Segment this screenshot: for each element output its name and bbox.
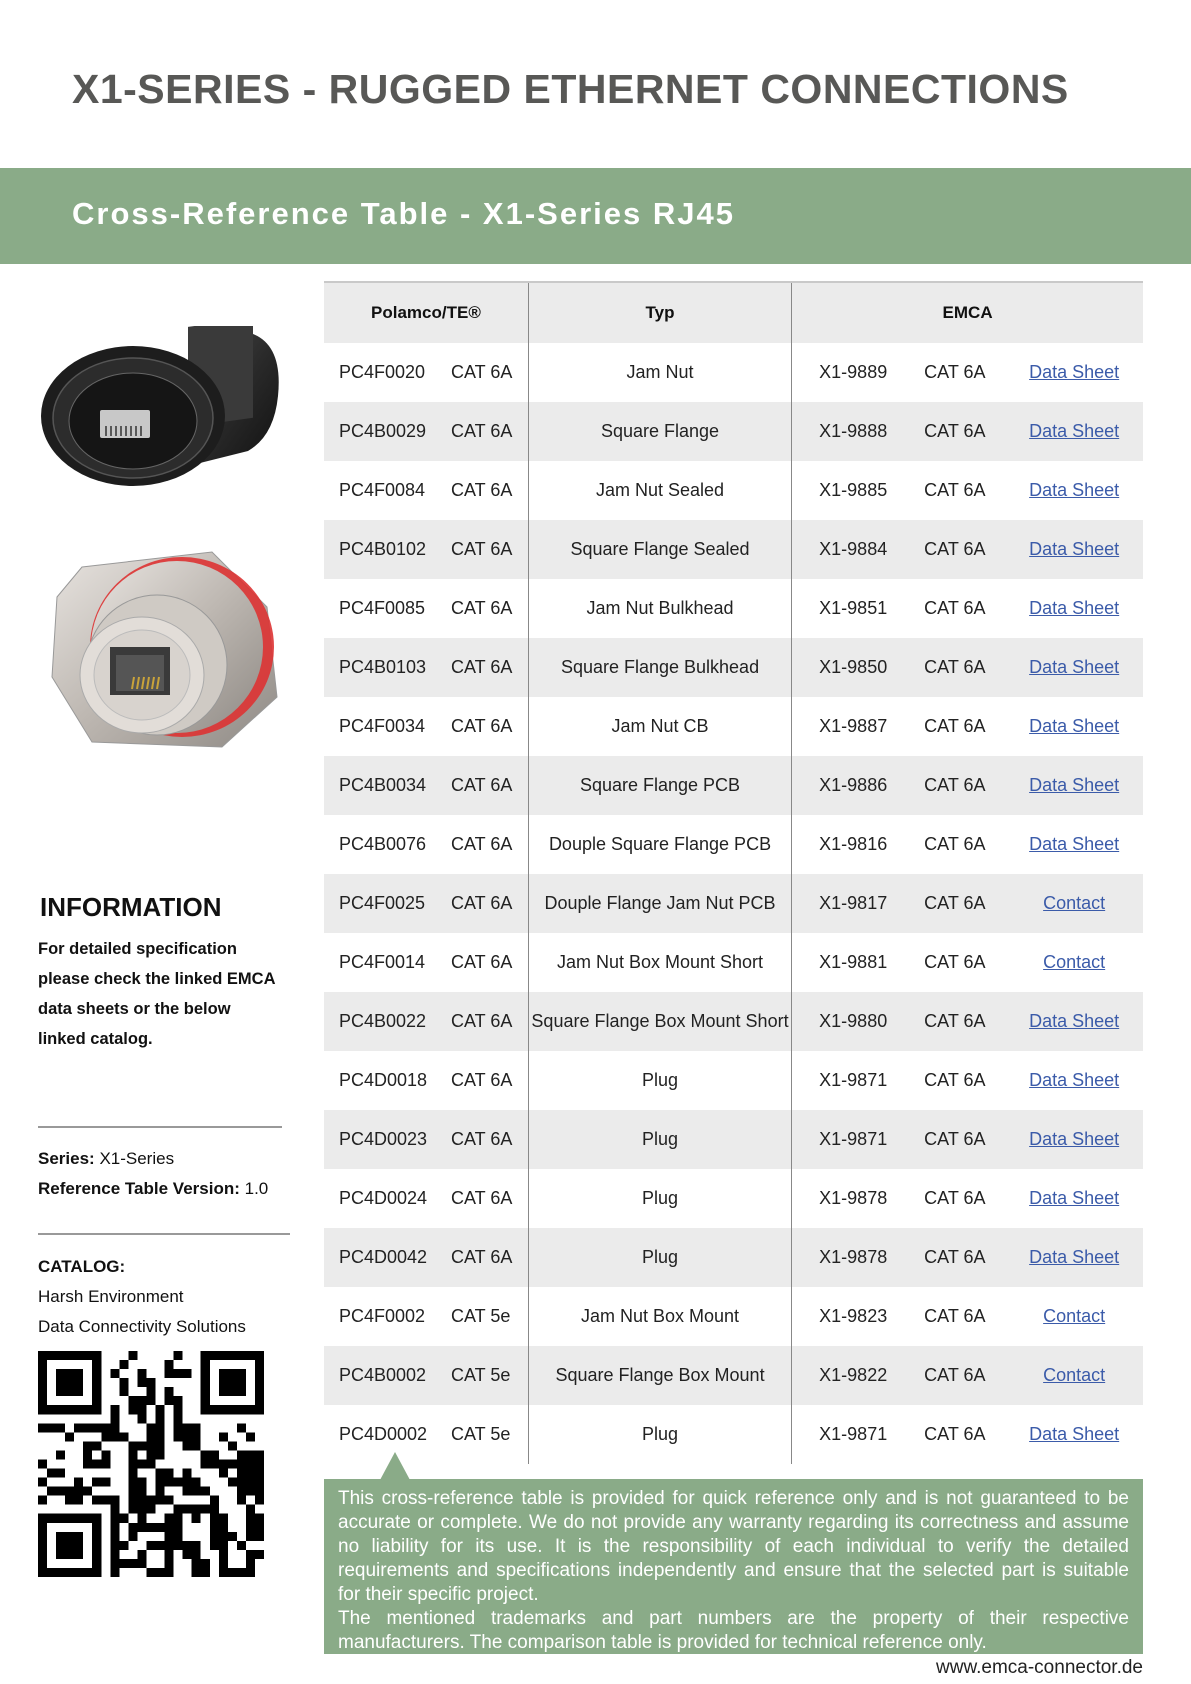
- emca-part-number: X1-9887: [819, 716, 888, 736]
- emca-cell: [792, 1405, 1143, 1464]
- type-cell: Square Flange Sealed: [528, 520, 791, 579]
- type-cell: Jam Nut Box Mount: [528, 1287, 791, 1346]
- emca-part-number: X1-9823: [819, 1306, 888, 1326]
- emca-cell: [792, 343, 1143, 402]
- emca-category: CAT 6A: [924, 1424, 986, 1444]
- table-row: [324, 1346, 1143, 1405]
- datasheet-link[interactable]: Data Sheet: [1029, 1011, 1120, 1031]
- emca-cell: [792, 992, 1143, 1051]
- table-row: [324, 933, 1143, 992]
- datasheet-link[interactable]: Data Sheet: [1029, 1188, 1120, 1208]
- emca-cell: [792, 1228, 1143, 1287]
- polamco-part-number: PC4B0103: [339, 657, 427, 677]
- datasheet-link[interactable]: Data Sheet: [1029, 657, 1120, 677]
- divider: [38, 1233, 290, 1235]
- emca-cell: [792, 697, 1143, 756]
- catalog-info: [38, 1252, 246, 1342]
- catalog-line-1: Harsh Environment: [38, 1287, 184, 1306]
- emca-cell: [792, 1169, 1143, 1228]
- polamco-category: CAT 6A: [451, 893, 513, 913]
- polamco-part-number: PC4F0084: [339, 480, 426, 500]
- information-text: For detailed specification please check the linked EMCA data sheets or the below linked catalog.: [38, 940, 275, 1048]
- polamco-cell: [324, 756, 528, 815]
- emca-category: CAT 6A: [924, 480, 986, 500]
- emca-cell: [792, 1346, 1143, 1405]
- emca-category: CAT 6A: [924, 1129, 986, 1149]
- table-row: [324, 402, 1143, 461]
- polamco-category: CAT 6A: [451, 598, 513, 618]
- polamco-category: CAT 6A: [451, 421, 513, 441]
- emca-category: CAT 6A: [924, 421, 986, 441]
- polamco-category: CAT 6A: [451, 716, 513, 736]
- disclaimer-paragraph-1: This cross-reference table is provided for quick reference only and is not guaranteed to be accurate or complete. We do not provide any warranty regarding its correctness and assume no liability for its use. It is the responsibility of each individual to verify the detailed requirements and specifications independently and ensure that the selected part is suitable for their specific project.: [338, 1488, 1129, 1605]
- type-cell: Jam Nut: [528, 343, 791, 402]
- polamco-category: CAT 6A: [451, 1247, 513, 1267]
- emca-category: CAT 6A: [924, 1188, 986, 1208]
- emca-cell: [792, 461, 1143, 520]
- datasheet-link[interactable]: Contact: [1043, 1365, 1106, 1385]
- polamco-cell: [324, 1228, 528, 1287]
- polamco-category: CAT 6A: [451, 539, 513, 559]
- callout-pointer: [380, 1452, 410, 1480]
- emca-part-number: X1-9816: [819, 834, 888, 854]
- type-cell: Jam Nut Bulkhead: [528, 579, 791, 638]
- datasheet-link[interactable]: Data Sheet: [1029, 1129, 1120, 1149]
- emca-cell: [792, 1051, 1143, 1110]
- emca-part-number: X1-9871: [819, 1424, 888, 1444]
- disclaimer-paragraph-2: The mentioned trademarks and part numbers are the property of their respective manufacturers. The comparison table is provided for technical reference only.: [338, 1608, 1129, 1653]
- emca-category: CAT 6A: [924, 598, 986, 618]
- table-row: [324, 579, 1143, 638]
- website-url[interactable]: www.emca-connector.de: [936, 1657, 1143, 1678]
- emca-category: CAT 6A: [924, 952, 986, 972]
- emca-part-number: X1-9871: [819, 1070, 888, 1090]
- type-cell: Plug: [528, 1169, 791, 1228]
- polamco-cell: [324, 579, 528, 638]
- polamco-part-number: PC4B0029: [339, 421, 427, 441]
- polamco-cell: [324, 402, 528, 461]
- table-row: [324, 1287, 1143, 1346]
- polamco-part-number: PC4D0002: [339, 1424, 428, 1444]
- emca-part-number: X1-9878: [819, 1247, 888, 1267]
- type-cell: Square Flange PCB: [528, 756, 791, 815]
- series-value: X1-Series: [99, 1149, 175, 1168]
- type-cell: Jam Nut Sealed: [528, 461, 791, 520]
- datasheet-link[interactable]: Data Sheet: [1029, 539, 1120, 559]
- datasheet-link[interactable]: Contact: [1043, 952, 1106, 972]
- emca-cell: [792, 579, 1143, 638]
- emca-category: CAT 6A: [924, 362, 986, 382]
- polamco-part-number: PC4B0102: [339, 539, 427, 559]
- datasheet-link[interactable]: Data Sheet: [1029, 421, 1120, 441]
- type-cell: Jam Nut Box Mount Short: [528, 933, 791, 992]
- section-title: Cross-Reference Table - X1-Series RJ45: [72, 196, 735, 231]
- emca-category: CAT 6A: [924, 834, 986, 854]
- series-label: Series:: [38, 1149, 95, 1168]
- emca-part-number: X1-9888: [819, 421, 888, 441]
- table-row: [324, 756, 1143, 815]
- polamco-category: CAT 5e: [451, 1306, 511, 1326]
- emca-cell: [792, 520, 1143, 579]
- type-cell: Square Flange Box Mount Short: [528, 992, 791, 1051]
- polamco-part-number: PC4F0020: [339, 362, 426, 382]
- table-header-row: [324, 282, 1143, 343]
- polamco-category: CAT 6A: [451, 480, 513, 500]
- type-cell: Douple Square Flange PCB: [528, 815, 791, 874]
- table-row: [324, 992, 1143, 1051]
- emca-category: CAT 6A: [924, 539, 986, 559]
- type-cell: Square Flange: [528, 402, 791, 461]
- table-row: [324, 874, 1143, 933]
- datasheet-link[interactable]: Data Sheet: [1029, 834, 1120, 854]
- header-polamco: Polamco/TE®: [324, 282, 528, 343]
- polamco-category: CAT 6A: [451, 362, 513, 382]
- disclaimer-box: [324, 1479, 1143, 1654]
- emca-category: CAT 6A: [924, 1070, 986, 1090]
- type-cell: Plug: [528, 1228, 791, 1287]
- table-row: [324, 343, 1143, 402]
- emca-part-number: X1-9884: [819, 539, 888, 559]
- emca-part-number: X1-9850: [819, 657, 888, 677]
- polamco-cell: [324, 1405, 528, 1464]
- table-row: [324, 697, 1143, 756]
- table-row: [324, 638, 1143, 697]
- polamco-part-number: PC4D0023: [339, 1129, 428, 1149]
- emca-category: CAT 6A: [924, 893, 986, 913]
- polamco-category: CAT 6A: [451, 1070, 513, 1090]
- emca-category: CAT 6A: [924, 775, 986, 795]
- polamco-part-number: PC4F0025: [339, 893, 426, 913]
- section-band: [0, 168, 1191, 264]
- emca-cell: [792, 638, 1143, 697]
- table-row: [324, 461, 1143, 520]
- polamco-cell: [324, 933, 528, 992]
- emca-category: CAT 6A: [924, 1365, 986, 1385]
- emca-part-number: X1-9889: [819, 362, 888, 382]
- header-emca: EMCA: [792, 282, 1143, 343]
- polamco-cell: [324, 1287, 528, 1346]
- emca-category: CAT 6A: [924, 716, 986, 736]
- emca-category: CAT 6A: [924, 657, 986, 677]
- table-row: [324, 1110, 1143, 1169]
- emca-cell: [792, 1110, 1143, 1169]
- type-cell: Jam Nut CB: [528, 697, 791, 756]
- emca-cell: [792, 1287, 1143, 1346]
- catalog-label: CATALOG:: [38, 1257, 126, 1276]
- emca-part-number: X1-9885: [819, 480, 888, 500]
- polamco-part-number: PC4D0042: [339, 1247, 428, 1267]
- table-row: [324, 1228, 1143, 1287]
- polamco-category: CAT 6A: [451, 1011, 513, 1031]
- emca-part-number: X1-9822: [819, 1365, 888, 1385]
- polamco-cell: [324, 874, 528, 933]
- polamco-part-number: PC4F0002: [339, 1306, 426, 1326]
- polamco-category: CAT 5e: [451, 1424, 511, 1444]
- polamco-cell: [324, 520, 528, 579]
- polamco-cell: [324, 1169, 528, 1228]
- emca-category: CAT 6A: [924, 1306, 986, 1326]
- polamco-category: CAT 6A: [451, 952, 513, 972]
- emca-cell: [792, 874, 1143, 933]
- version-label: Reference Table Version:: [38, 1179, 240, 1198]
- silver-square-flange-connector-image: [42, 547, 282, 752]
- polamco-category: CAT 6A: [451, 1129, 513, 1149]
- emca-part-number: X1-9886: [819, 775, 888, 795]
- polamco-part-number: PC4F0034: [339, 716, 426, 736]
- polamco-cell: [324, 1051, 528, 1110]
- polamco-category: CAT 6A: [451, 834, 513, 854]
- type-cell: Plug: [528, 1051, 791, 1110]
- polamco-cell: [324, 638, 528, 697]
- header-typ: Typ: [528, 282, 791, 343]
- datasheet-link[interactable]: Data Sheet: [1029, 716, 1120, 736]
- datasheet-link[interactable]: Data Sheet: [1029, 480, 1120, 500]
- polamco-part-number: PC4D0024: [339, 1188, 428, 1208]
- emca-part-number: X1-9880: [819, 1011, 888, 1031]
- series-info: [38, 1144, 268, 1204]
- table-row: [324, 1169, 1143, 1228]
- cross-reference-table: [324, 281, 1143, 1464]
- divider: [38, 1126, 282, 1128]
- polamco-cell: [324, 461, 528, 520]
- type-cell: Plug: [528, 1110, 791, 1169]
- emca-category: CAT 6A: [924, 1247, 986, 1267]
- datasheet-link[interactable]: Data Sheet: [1029, 1424, 1120, 1444]
- polamco-cell: [324, 992, 528, 1051]
- table-row: [324, 1405, 1143, 1464]
- polamco-part-number: PC4B0002: [339, 1365, 427, 1385]
- polamco-category: CAT 5e: [451, 1365, 511, 1385]
- datasheet-link[interactable]: Data Sheet: [1029, 598, 1120, 618]
- black-jam-nut-connector-image: [38, 326, 283, 491]
- polamco-category: CAT 6A: [451, 1188, 513, 1208]
- emca-part-number: X1-9851: [819, 598, 888, 618]
- polamco-part-number: PC4B0034: [339, 775, 427, 795]
- polamco-category: CAT 6A: [451, 657, 513, 677]
- polamco-cell: [324, 1346, 528, 1405]
- polamco-category: CAT 6A: [451, 775, 513, 795]
- emca-part-number: X1-9881: [819, 952, 888, 972]
- polamco-cell: [324, 343, 528, 402]
- polamco-cell: [324, 697, 528, 756]
- polamco-part-number: PC4F0085: [339, 598, 426, 618]
- emca-cell: [792, 402, 1143, 461]
- emca-category: CAT 6A: [924, 1011, 986, 1031]
- polamco-part-number: PC4F0014: [339, 952, 426, 972]
- information-heading: INFORMATION: [40, 892, 222, 922]
- page-title: X1-SERIES - RUGGED ETHERNET CONNECTIONS: [72, 66, 1069, 112]
- table-row: [324, 1051, 1143, 1110]
- emca-cell: [792, 933, 1143, 992]
- polamco-cell: [324, 1110, 528, 1169]
- datasheet-link[interactable]: Data Sheet: [1029, 362, 1120, 382]
- datasheet-link[interactable]: Data Sheet: [1029, 1070, 1120, 1090]
- polamco-part-number: PC4D0018: [339, 1070, 428, 1090]
- type-cell: Square Flange Box Mount: [528, 1346, 791, 1405]
- polamco-part-number: PC4B0076: [339, 834, 427, 854]
- type-cell: Plug: [528, 1405, 791, 1464]
- datasheet-link[interactable]: Data Sheet: [1029, 775, 1120, 795]
- emca-part-number: X1-9817: [819, 893, 888, 913]
- emca-cell: [792, 756, 1143, 815]
- datasheet-link[interactable]: Contact: [1043, 893, 1106, 913]
- table-row: [324, 815, 1143, 874]
- table-row: [324, 520, 1143, 579]
- qr-code-icon[interactable]: [38, 1351, 264, 1577]
- type-cell: Douple Flange Jam Nut PCB: [528, 874, 791, 933]
- emca-part-number: X1-9871: [819, 1129, 888, 1149]
- polamco-cell: [324, 815, 528, 874]
- polamco-part-number: PC4B0022: [339, 1011, 427, 1031]
- datasheet-link[interactable]: Data Sheet: [1029, 1247, 1120, 1267]
- emca-cell: [792, 815, 1143, 874]
- datasheet-link[interactable]: Contact: [1043, 1306, 1106, 1326]
- emca-part-number: X1-9878: [819, 1188, 888, 1208]
- catalog-line-2: Data Connectivity Solutions: [38, 1317, 246, 1336]
- type-cell: Square Flange Bulkhead: [528, 638, 791, 697]
- version-value: 1.0: [244, 1179, 269, 1198]
